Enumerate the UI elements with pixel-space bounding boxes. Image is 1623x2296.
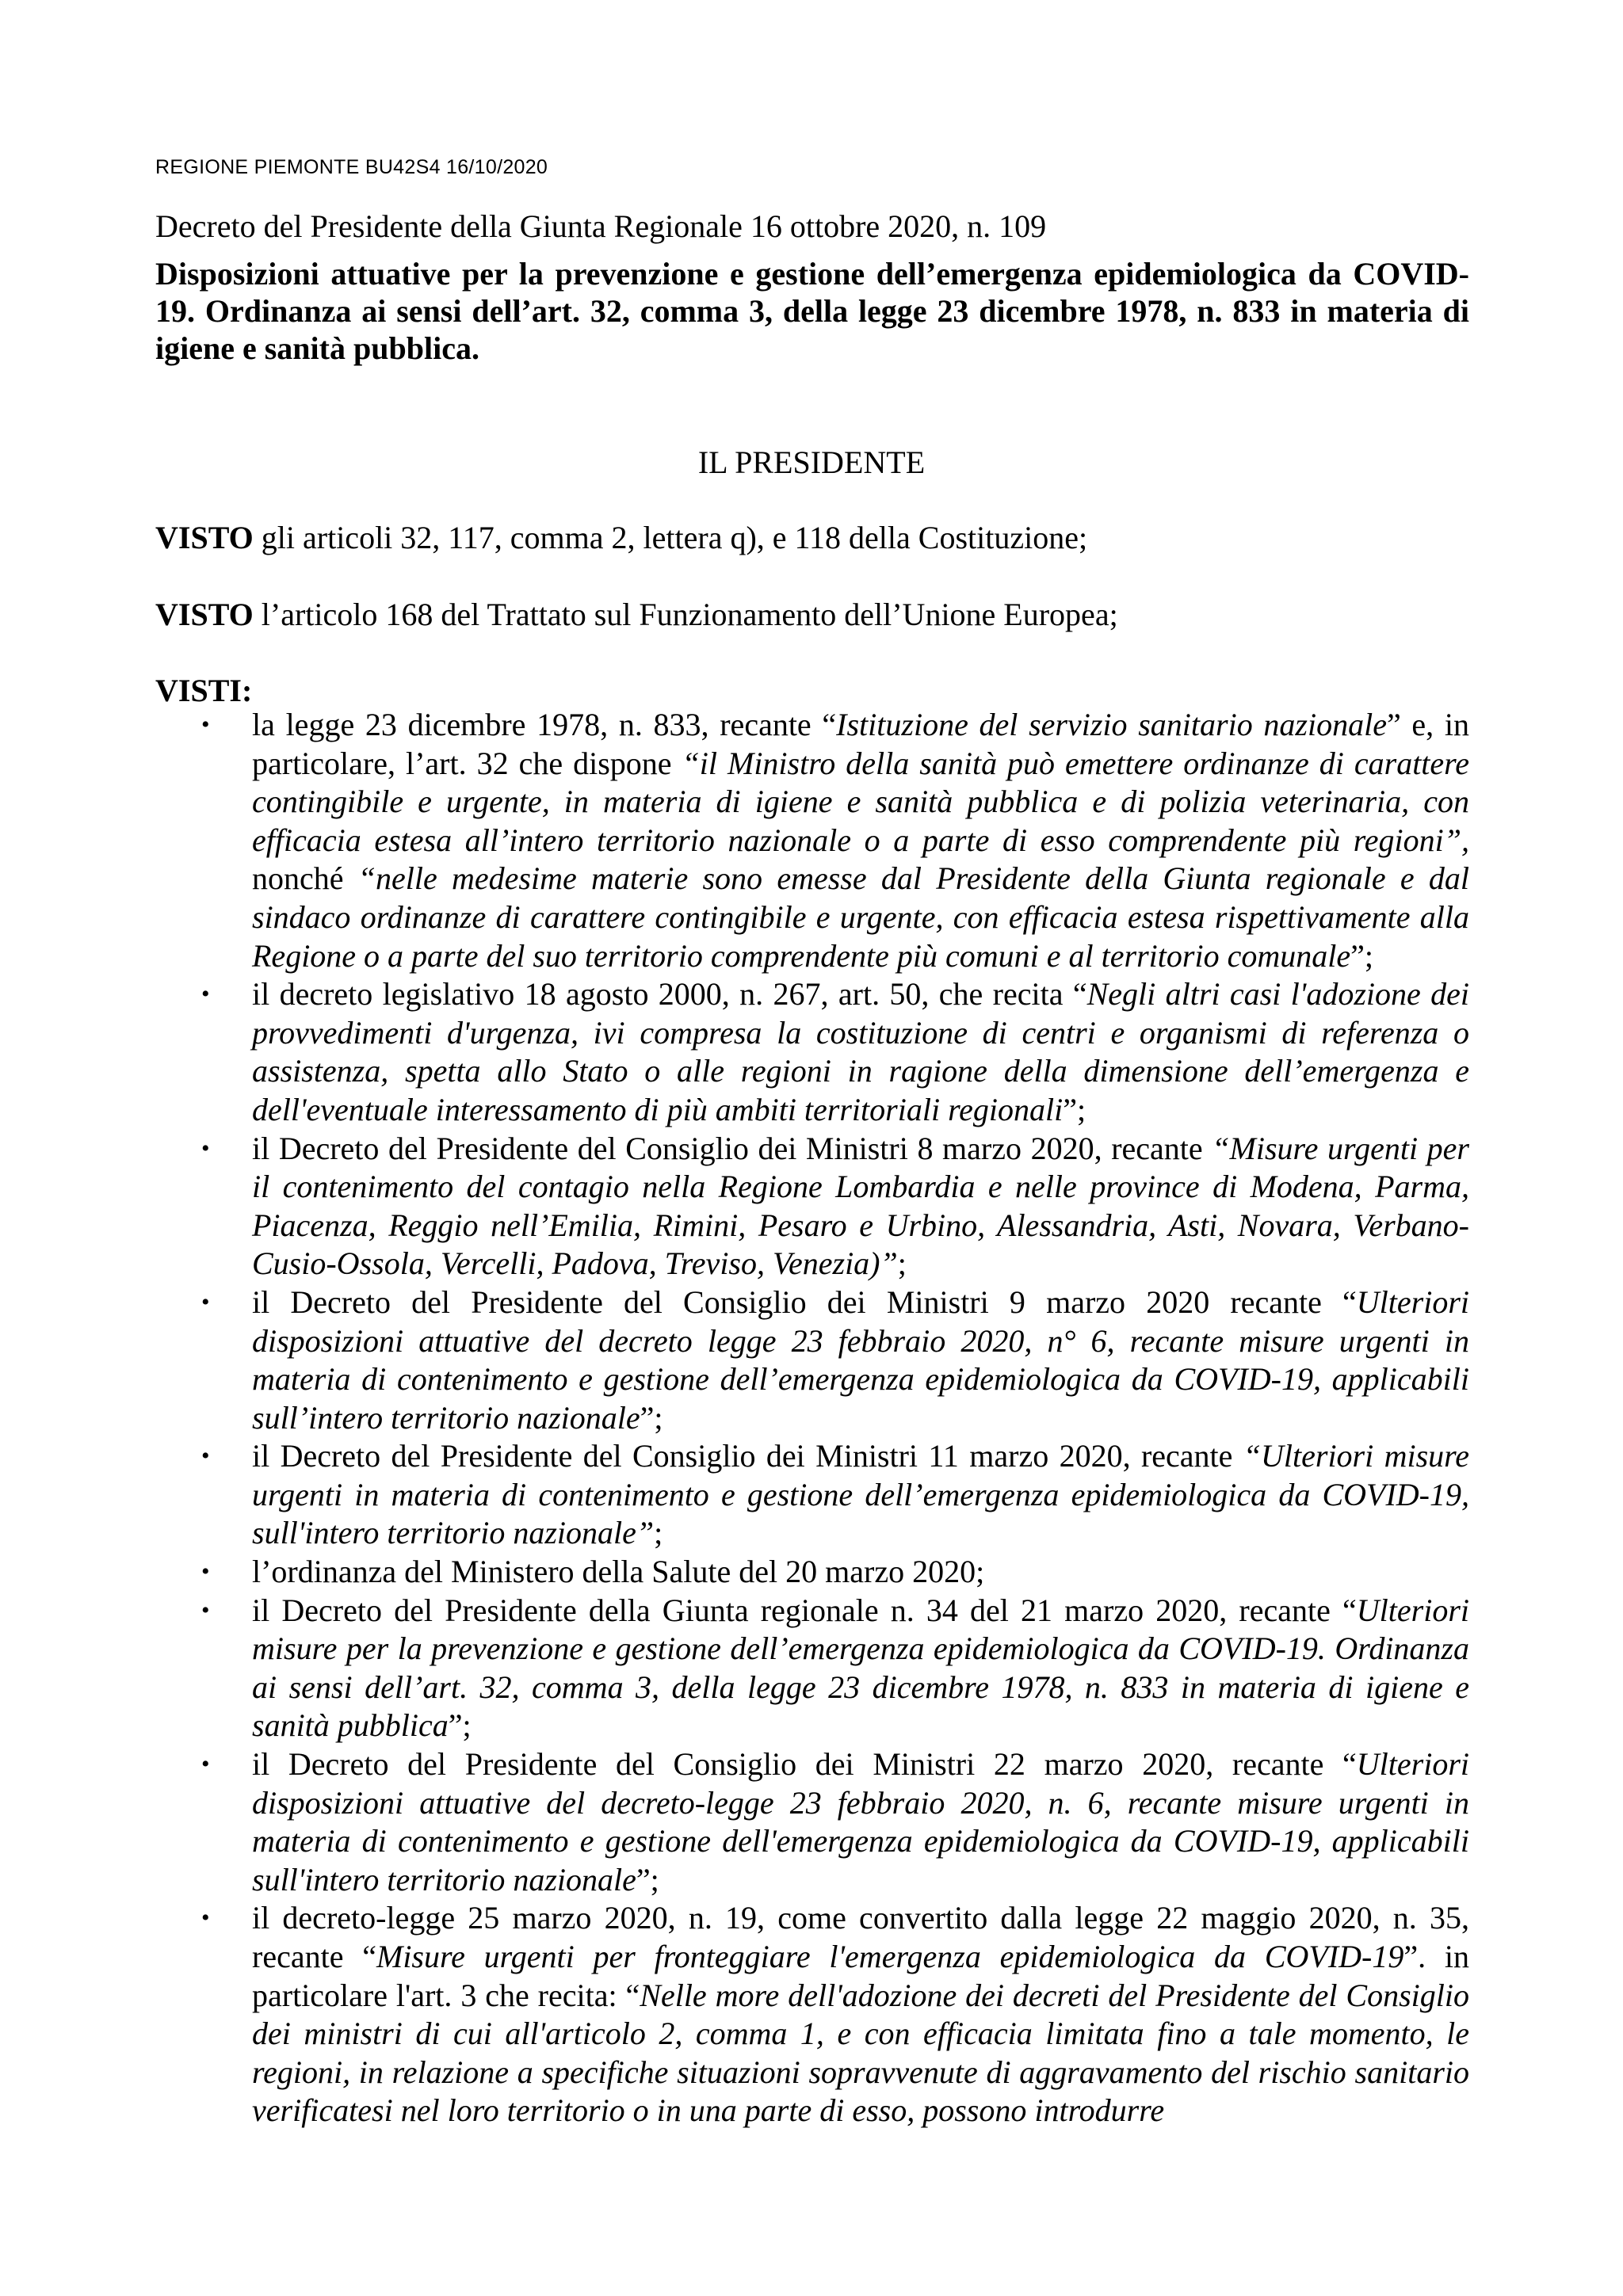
item-text: ”; xyxy=(636,1861,659,1897)
item-text: ”; xyxy=(448,1707,472,1744)
list-item xyxy=(155,1899,1469,2130)
item-text: il Decreto del Presidente della Giunta regionale n. 34 del 21 marzo 2020, recante “ xyxy=(252,1592,1357,1628)
item-text: ”. in particolare l'art. 3 che recita: “ xyxy=(252,1939,1469,2013)
premise-keyword: VISTO xyxy=(155,597,254,632)
item-citation: “Ulteriori misure urgenti in materia di contenimento e gestione dell’emergenza epidemiologica da COVID-19, sull'intero territorio nazionale” xyxy=(252,1438,1470,1551)
item-text: ” e, in particolare, l’art. 32 che dispone xyxy=(252,707,1470,781)
bullet-icon: • xyxy=(201,711,210,738)
bullet-icon: • xyxy=(201,1596,210,1623)
item-text: il Decreto del Presidente del Consiglio dei Ministri 22 marzo 2020, recante “ xyxy=(252,1746,1357,1783)
decree-subject: Disposizioni attuative per la prevenzione e gestione dell’emergenza epidemiologica da COVID-19. Ordinanza ai sensi dell’art. 32, comma 3, della legge 23 dicembre 1978, n. 833 in materia di igiene e sanità pubblica. xyxy=(155,256,1469,366)
item-citation: Negli altri casi l'adozione dei provvedimenti d'urgenza, ivi compresa la costituzione di centri e organismi di referenza o assistenza, spetta allo Stato o alle regioni in ragione della dimensione dell’emergenza e dell'eventuale interessamento di più ambiti territoriali regionali xyxy=(252,976,1469,1127)
premise-text: gli articoli 32, 117, comma 2, lettera q), e 118 della Costituzione; xyxy=(253,520,1088,555)
item-text: il Decreto del Presidente del Consiglio dei Ministri 8 marzo 2020, recante xyxy=(252,1130,1212,1166)
premise-keyword: VISTO xyxy=(155,520,254,555)
item-text: nonché xyxy=(252,860,358,897)
list-item xyxy=(155,1553,1469,1592)
item-text: ”; xyxy=(1350,937,1373,974)
item-text: l’ordinanza del Ministero della Salute del 20 marzo 2020; xyxy=(252,1554,985,1590)
bullet-icon: • xyxy=(201,1288,210,1315)
item-text: il decreto-legge 25 marzo 2020, n. 19, come convertito dalla legge 22 maggio 2020, n. 35, recante “ xyxy=(252,1900,1469,1974)
list-item xyxy=(155,975,1469,1129)
visti-heading: VISTI: xyxy=(155,673,253,708)
item-citation: Ulteriori disposizioni attuative del decreto-legge 23 febbraio 2020, n. 6, recante misure urgenti in materia di contenimento e gestione dell'emergenza epidemiologica da COVID-19, applicabili sull'intero territorio nazionale xyxy=(252,1746,1469,1897)
list-item xyxy=(155,1437,1469,1553)
item-citation: “il Ministro della sanità può emettere ordinanze di carattere contingibile e urgente, in materia di igiene e sanità pubblica e di polizia veterinaria, con efficacia estesa all’intero territorio nazionale o a parte di esso comprendente più regioni”, xyxy=(252,745,1470,858)
item-text: il decreto legislativo 18 agosto 2000, n. 267, art. 50, che recita “ xyxy=(252,976,1087,1013)
bullet-icon: • xyxy=(201,981,210,1008)
bullet-icon: • xyxy=(201,1135,210,1161)
item-text: ; xyxy=(654,1515,663,1551)
item-text: il Decreto del Presidente del Consiglio dei Ministri 9 marzo 2020 recante “ xyxy=(252,1283,1357,1320)
visti-list xyxy=(155,706,1469,2130)
list-item xyxy=(155,1745,1469,1899)
item-citation: Ulteriori disposizioni attuative del decreto legge 23 febbraio 2020, n° 6, recante misure urgenti in materia di contenimento e gestione dell’emergenza epidemiologica da COVID-19, applicabili sull’intero territorio nazionale xyxy=(252,1283,1469,1436)
item-text: ”; xyxy=(1063,1091,1086,1127)
premise-constitution xyxy=(155,519,1469,557)
list-item xyxy=(155,1592,1469,1745)
item-citation: Misure urgenti per fronteggiare l'emergenza epidemiologica da COVID-19 xyxy=(376,1939,1404,1974)
item-citation: Ulteriori misure per la prevenzione e gestione dell’emergenza epidemiologica da COVID-19. Ordinanza ai sensi dell’art. 32, comma 3, della legge 23 dicembre 1978, n. 833 in materia di igiene e sanità pubblica xyxy=(252,1592,1469,1744)
item-text: ”; xyxy=(640,1399,663,1436)
bullet-icon: • xyxy=(201,1443,210,1470)
bullet-icon: • xyxy=(201,1558,210,1585)
list-item xyxy=(155,1283,1469,1437)
bullet-icon: • xyxy=(201,1751,210,1778)
list-item xyxy=(155,1130,1469,1283)
item-citation: Nelle more dell'adozione dei decreti del Presidente del Consiglio dei ministri di cui all'articolo 2, comma 1, e con efficacia limitata fino a tale momento, le regioni, in relazione a specifiche situazioni sopravvenute di aggravamento del rischio sanitario verificatesi nel loro territorio o in una parte di esso, possono introdurre xyxy=(252,1977,1470,2129)
item-citation: “Misure urgenti per il contenimento del contagio nella Regione Lombardia e nelle province di Modena, Parma, Piacenza, Reggio nell’Emilia, Rimini, Pesaro e Urbino, Alessandria, Asti, Novara, Verbano-Cusio-Ossola, Vercelli, Padova, Treviso, Venezia)” xyxy=(252,1130,1469,1282)
item-text: la legge 23 dicembre 1978, n. 833, recante “ xyxy=(252,707,837,742)
president-heading: IL PRESIDENTE xyxy=(697,444,926,480)
item-text: ; xyxy=(897,1245,907,1282)
premise-text: l’articolo 168 del Trattato sul Funzionamento dell’Unione Europea; xyxy=(253,597,1118,632)
list-item xyxy=(155,706,1469,975)
bulletin-header: REGIONE PIEMONTE BU42S4 16/10/2020 xyxy=(155,156,548,178)
item-citation: “nelle medesime materie sono emesse dal Presidente della Giunta regionale e dal sindaco ordinanze di carattere contingibile e urgente, con efficacia estesa rispettivamente alla Regione o a parte del suo territorio comprendente più comuni e al territorio comunale xyxy=(252,860,1469,974)
decree-title: Decreto del Presidente della Giunta Regionale 16 ottobre 2020, n. 109 xyxy=(155,208,1047,244)
bullet-icon: • xyxy=(201,1905,210,1932)
item-citation: Istituzione del servizio sanitario nazionale xyxy=(836,707,1387,742)
premise-treaty xyxy=(155,596,1469,634)
item-text: il Decreto del Presidente del Consiglio dei Ministri 11 marzo 2020, recante xyxy=(252,1438,1243,1474)
